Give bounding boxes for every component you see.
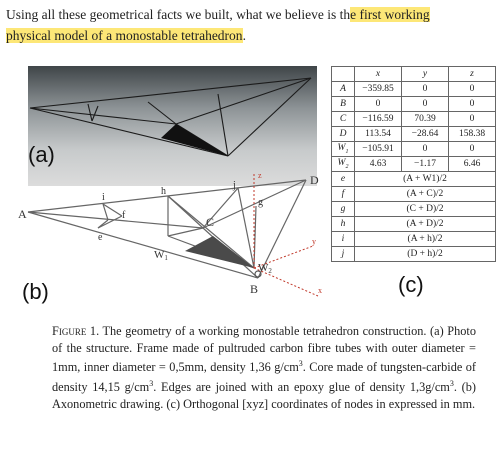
table-formula-row	[332, 232, 496, 247]
row-name-letter: W	[337, 143, 346, 154]
cell-z: 0	[449, 112, 496, 127]
axis-y-label: y	[312, 237, 316, 246]
table-row	[332, 127, 496, 142]
cell-x: 113.54	[355, 127, 402, 142]
caption-text-2: . Core made of tungsten-carbide of density 14,15 g/cm	[52, 360, 476, 394]
node-W1-label	[154, 249, 168, 262]
caption-sup-2: 3	[149, 378, 154, 388]
cell-x: 0	[355, 97, 402, 112]
cell-formula: (A + C)/2	[355, 187, 496, 202]
cell-formula: (C + D)/2	[355, 202, 496, 217]
cell-y: 70.39	[402, 112, 449, 127]
node-W2-label	[258, 262, 272, 275]
node-W1-sub: 1	[164, 254, 168, 262]
table-header-cell	[332, 67, 355, 82]
node-j-label: j	[233, 180, 236, 191]
node-g-label: g	[258, 197, 263, 208]
row-name-sub: 2	[345, 163, 349, 170]
row-name: C	[332, 112, 355, 127]
table-header-cell: z	[449, 67, 496, 82]
caption-sup-1: 3	[298, 359, 303, 369]
row-name: A	[332, 82, 355, 97]
cell-y: −28.64	[402, 127, 449, 142]
row-name: j	[332, 247, 355, 262]
row-name: i	[332, 232, 355, 247]
table-formula-row	[332, 217, 496, 232]
node-e-label: e	[98, 232, 103, 243]
table-row	[332, 157, 496, 172]
row-name: f	[332, 187, 355, 202]
coordinates-table	[331, 66, 496, 262]
table-formula-row	[332, 202, 496, 217]
axis-x-label: x	[318, 286, 322, 295]
axonometric-drawing	[18, 168, 338, 303]
cell-z: 0	[449, 97, 496, 112]
intro-highlight-2: physical model of a monostable tetrahedron	[6, 28, 243, 43]
node-D-label: D	[310, 173, 319, 187]
caption-text-3: . Edges are joined with an epoxy glue of density 1,3g/cm	[153, 379, 450, 394]
table-header-row	[332, 67, 496, 82]
cell-y: 0	[402, 97, 449, 112]
cell-z: 0	[449, 142, 496, 157]
node-f-label: f	[122, 210, 126, 221]
intro-highlight-1: first working	[359, 7, 430, 22]
figure-caption	[52, 323, 476, 412]
cell-y: −1.17	[402, 157, 449, 172]
coordinate-axes	[254, 173, 318, 296]
cell-formula: (D + h)/2	[355, 247, 496, 262]
panel-label-c: (c)	[398, 272, 424, 297]
row-name	[332, 142, 355, 157]
caption-sup-3: 3	[449, 378, 454, 388]
intro-highlight-start: e	[350, 7, 360, 22]
cell-formula: (A + W1)/2	[355, 172, 496, 187]
row-name-letter: W	[337, 158, 346, 169]
node-W2-sub: 2	[268, 267, 272, 275]
cell-x: 4.63	[355, 157, 402, 172]
row-name: D	[332, 127, 355, 142]
intro-end: .	[242, 28, 246, 43]
table-formula-row	[332, 247, 496, 262]
node-W2-letter: W	[258, 262, 269, 274]
table-row	[332, 82, 496, 97]
cell-z: 0	[449, 82, 496, 97]
node-C-label: C	[206, 215, 215, 229]
table-header-cell: y	[402, 67, 449, 82]
table-row	[332, 142, 496, 157]
node-h-label: h	[161, 186, 166, 197]
cell-y: 0	[402, 142, 449, 157]
cell-x: −359.85	[355, 82, 402, 97]
cell-formula: (A + h)/2	[355, 232, 496, 247]
caption-text-1: The geometry of a working monostable tetrahedron construction. (a) Photo of the structure. Frame made of pultruded carbon fibre tubes with outer diameter = 1mm, inner diameter = 0,5mm, density 1,36 g/cm	[52, 324, 476, 375]
node-B-label: B	[250, 282, 259, 296]
cell-x: −105.91	[355, 142, 402, 157]
table-header-cell: x	[355, 67, 402, 82]
figure-number: Figure 1.	[52, 324, 100, 338]
table-row	[332, 112, 496, 127]
row-name: B	[332, 97, 355, 112]
caption-text-4: . (b) Axonometric drawing. (c) Orthogonal [xyz] coordinates of nodes in expressed in mm.	[52, 379, 476, 411]
table-formula-row	[332, 187, 496, 202]
cell-z: 158.38	[449, 127, 496, 142]
intro-paragraph	[6, 4, 498, 46]
cell-x: −116.59	[355, 112, 402, 127]
node-A-label: A	[18, 207, 27, 221]
node-i-label: i	[102, 192, 105, 203]
node-W1-letter: W	[154, 249, 165, 261]
intro-text: Using all these geometrical facts we built, what we believe is th	[6, 7, 351, 22]
table-formula-row	[332, 172, 496, 187]
row-name	[332, 157, 355, 172]
panel-label-a: (a)	[28, 142, 55, 167]
drawing-core	[185, 236, 254, 268]
row-name: g	[332, 202, 355, 217]
row-name: h	[332, 217, 355, 232]
cell-y: 0	[402, 82, 449, 97]
axis-z-label: z	[258, 171, 262, 180]
cell-formula: (A + D)/2	[355, 217, 496, 232]
cell-z: 6.46	[449, 157, 496, 172]
panel-label-b: (b)	[22, 279, 49, 304]
row-name-sub: 1	[345, 148, 349, 155]
row-name: e	[332, 172, 355, 187]
table-row	[332, 97, 496, 112]
